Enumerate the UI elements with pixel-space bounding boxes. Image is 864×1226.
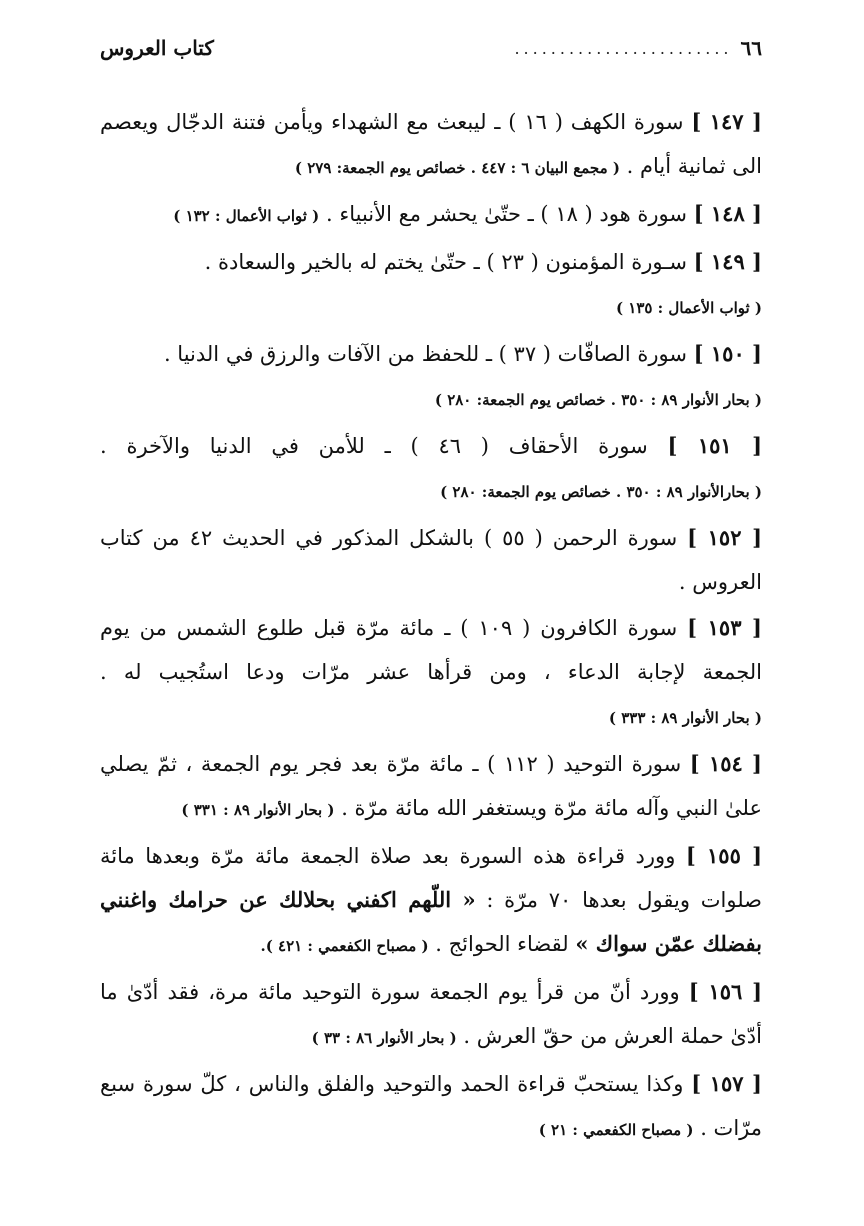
entry-155 [100, 834, 762, 968]
entry-citation: ( بحارالأنوار ٨٩ : ٣٥٠ . خصائص يوم الجمعة: ٢٨٠ ) [440, 483, 762, 501]
entry-citation: ( بحار الأنوار ٨٩ : ٣٣٣ ) [608, 709, 762, 727]
entry-citation: ( مجمع البيان ٦ : ٤٤٧ . خصائص يوم الجمعة: ٢٧٩ ) [294, 159, 620, 177]
entry-text: وورد قراءة هذه السورة بعد صلاة الجمعة مائة مرّة وبعدها مائة صلوات ويقول بعدها ٧٠ مرّة : [100, 844, 762, 912]
entry-text: وورد أنّ من قرأ يوم الجمعة سورة التوحيد مائة مرة، فقد أدّىٰ ما أدّىٰ حملة العرش من حقّ العرش . [100, 980, 762, 1048]
entry-text: سـورة المؤمنون ( ٢٣ ) ـ حتّىٰ يختم له بالخير والسعادة . [204, 250, 687, 274]
entry-number: [ ١٥٤ ] [689, 751, 762, 776]
entry-citation: ( بحار الأنوار ٨٩ : ٣٣١ ) [181, 801, 335, 819]
entry-text: سورة الكهف ( ١٦ ) ـ ليبعث مع الشهداء ويأمن فتنة الدجّال ويعصم الى ثمانية أيام . [100, 110, 762, 178]
header-dot-leader: ........................ [514, 38, 733, 58]
entry-text: سورة الصافّات ( ٣٧ ) ـ للحفظ من الآفات والرزق في الدنيا . [163, 342, 687, 366]
entry-150 [100, 332, 762, 422]
entry-151 [100, 424, 762, 514]
entry-text: سورة التوحيد ( ١١٢ ) ـ مائة مرّة بعد فجر يوم الجمعة ، ثمّ يصلي علىٰ النبي وآله مائة مرّة ويستغفر الله مائة مرّة . [100, 752, 762, 820]
entry-number: [ ١٥٧ ] [691, 1071, 762, 1096]
entry-number: [ ١٤٩ ] [693, 249, 762, 274]
entry-148 [100, 192, 762, 238]
entry-citation: ( ثواب الأعمال : ١٣٢ ) [173, 207, 320, 225]
entry-number: [ ١٥٢ ] [687, 525, 763, 550]
book-title: كتاب العروس [100, 36, 214, 60]
entry-149 [100, 240, 762, 330]
entry-number: [ ١٥١ ] [667, 433, 763, 458]
entry-text: وكذا يستحبّ قراءة الحمد والتوحيد والفلق والناس ، كلّ سورة سبع مرّات . [100, 1072, 762, 1140]
entry-147 [100, 100, 762, 190]
entry-text: سورة الأحقاف ( ٤٦ ) ـ للأمن في الدنيا والآخرة . [100, 434, 648, 458]
page-number: ٦٦ [740, 36, 762, 60]
entry-number: [ ١٤٧ ] [691, 109, 762, 134]
entry-157 [100, 1062, 762, 1152]
entry-citation: ( بحار الأنوار ٨٩ : ٣٥٠ . خصائص يوم الجمعة: ٢٨٠ ) [434, 391, 762, 409]
entry-156 [100, 970, 762, 1060]
entry-154 [100, 742, 762, 832]
entry-citation: ( ثواب الأعمال : ١٣٥ ) [615, 299, 762, 317]
entry-text: سورة هود ( ١٨ ) ـ حتّىٰ يحشر مع الأنبياء . [325, 202, 687, 226]
entry-citation: ( بحار الأنوار ٨٦ : ٣٣ ) [311, 1029, 457, 1047]
entry-text: سورة الرحمن ( ٥٥ ) بالشكل المذكور في الحديث ٤٢ من كتاب العروس . [100, 526, 762, 594]
entry-number: [ ١٤٨ ] [693, 201, 762, 226]
entry-153 [100, 606, 762, 740]
page-body [100, 100, 762, 1154]
entry-number: [ ١٥٥ ] [685, 843, 762, 868]
entry-text-continued: لقضاء الحوائج . [435, 932, 569, 956]
entry-number: [ ١٥٣ ] [687, 615, 762, 640]
entry-prayer-text: « اللّهم اكفني بحلالك عن حرامك واغنني بفضلك عمّن سواك » [100, 887, 762, 956]
entry-152 [100, 516, 762, 604]
entry-number: [ ١٥٠ ] [693, 341, 762, 366]
page-header [100, 30, 762, 66]
entry-number: [ ١٥٦ ] [688, 979, 763, 1004]
entry-text: سورة الكافرون ( ١٠٩ ) ـ مائة مرّة قبل طلوع الشمس من يوم الجمعة لإجابة الدعاء ، ومن قرأها عشر مرّات ودعا استُجيب له . [100, 616, 762, 684]
entry-citation: ( مصباح الكفعمي : ٤٢١ ). [260, 937, 429, 955]
entry-citation: ( مصباح الكفعمي : ٢١ ) [538, 1121, 694, 1139]
